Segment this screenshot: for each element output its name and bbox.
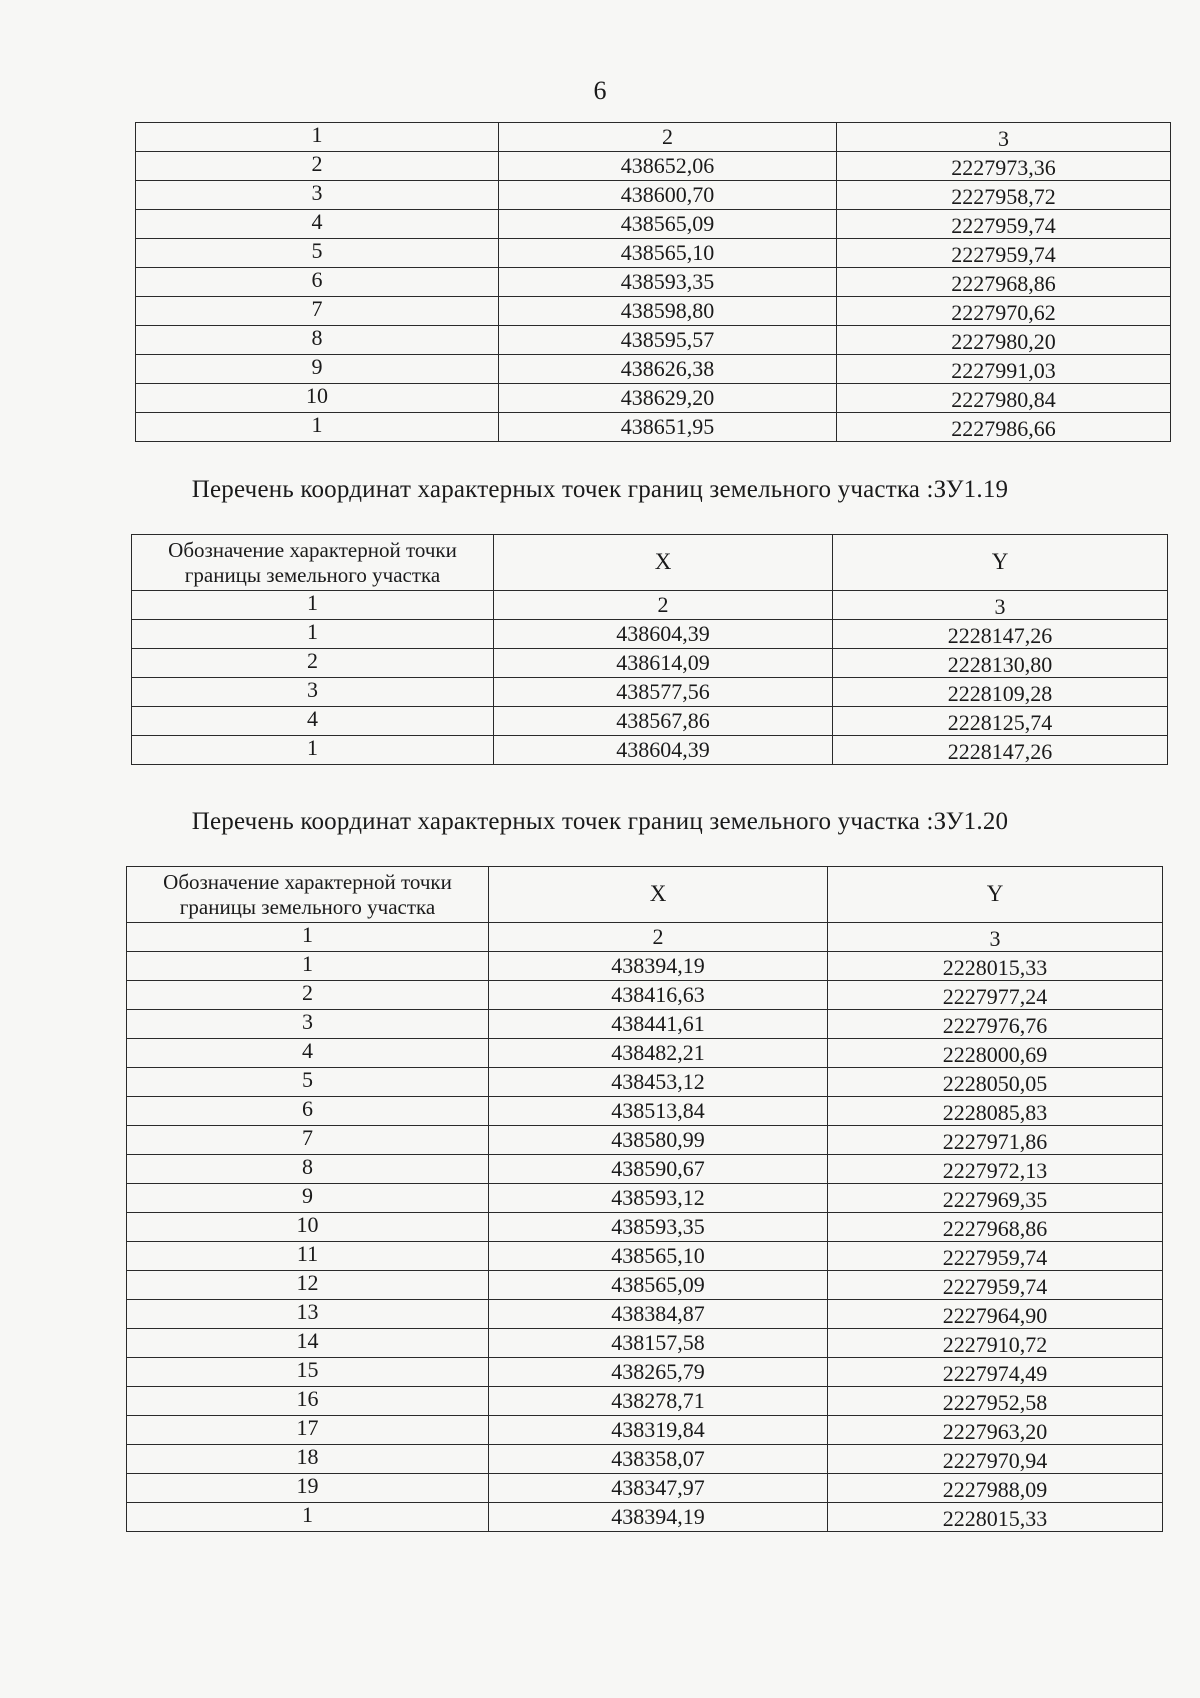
x-cell: 438577,56 — [494, 678, 833, 707]
point-cell: 1 — [127, 923, 489, 952]
point-cell: 3 — [136, 181, 499, 210]
point-cell: 3 — [127, 1010, 489, 1039]
point-cell: 7 — [136, 297, 499, 326]
point-cell: 1 — [136, 123, 499, 152]
table-row — [127, 1097, 1163, 1126]
y-cell: 2228000,69 — [828, 1039, 1163, 1068]
y-cell: 2227991,03 — [837, 355, 1171, 384]
y-cell: 2227980,84 — [837, 384, 1171, 413]
y-cell: 2227971,86 — [828, 1126, 1163, 1155]
y-cell: 2227959,74 — [837, 210, 1171, 239]
x-cell: 438593,12 — [489, 1184, 828, 1213]
col-header-x: X — [494, 535, 833, 591]
x-cell: 438626,38 — [499, 355, 837, 384]
point-cell: 3 — [132, 678, 494, 707]
table-row — [136, 210, 1171, 239]
x-cell: 438565,10 — [489, 1242, 828, 1271]
point-cell: 18 — [127, 1445, 489, 1474]
point-cell: 5 — [127, 1068, 489, 1097]
point-cell: 9 — [127, 1184, 489, 1213]
table-row — [127, 1039, 1163, 1068]
x-cell: 438614,09 — [494, 649, 833, 678]
point-cell: 2 — [127, 981, 489, 1010]
table-row — [127, 1068, 1163, 1097]
table-row — [136, 413, 1171, 442]
y-cell: 2227974,49 — [828, 1358, 1163, 1387]
table-row — [127, 1387, 1163, 1416]
y-cell: 2227988,09 — [828, 1474, 1163, 1503]
table-row — [136, 181, 1171, 210]
x-cell: 438604,39 — [494, 736, 833, 765]
point-cell: 4 — [136, 210, 499, 239]
table-row — [127, 1358, 1163, 1387]
point-cell: 10 — [136, 384, 499, 413]
table-row — [127, 1300, 1163, 1329]
x-cell: 438593,35 — [499, 268, 837, 297]
y-cell: 2227986,66 — [837, 413, 1171, 442]
x-cell: 438652,06 — [499, 152, 837, 181]
x-cell: 438416,63 — [489, 981, 828, 1010]
column-number-row — [136, 123, 1171, 152]
table-row — [136, 326, 1171, 355]
y-cell: 2228130,80 — [833, 649, 1168, 678]
y-cell: 2227972,13 — [828, 1155, 1163, 1184]
x-cell: 438600,70 — [499, 181, 837, 210]
table-row — [127, 981, 1163, 1010]
x-cell: 438384,87 — [489, 1300, 828, 1329]
table-row — [127, 1474, 1163, 1503]
table-row — [132, 736, 1168, 765]
table-row — [136, 384, 1171, 413]
point-cell: 13 — [127, 1300, 489, 1329]
table-row — [127, 1503, 1163, 1532]
table-row — [127, 1271, 1163, 1300]
y-cell: 2228015,33 — [828, 952, 1163, 981]
x-cell: 438358,07 — [489, 1445, 828, 1474]
y-cell: 2228147,26 — [833, 736, 1168, 765]
point-cell: 15 — [127, 1358, 489, 1387]
table-header-row — [132, 535, 1168, 591]
table-row — [136, 239, 1171, 268]
point-cell: 17 — [127, 1416, 489, 1445]
y-cell: 2227968,86 — [828, 1213, 1163, 1242]
y-cell: 2227959,74 — [828, 1242, 1163, 1271]
table-row — [127, 1184, 1163, 1213]
table-row — [127, 1242, 1163, 1271]
table-row — [127, 1155, 1163, 1184]
table-row — [127, 1416, 1163, 1445]
point-cell: 10 — [127, 1213, 489, 1242]
col-header-y: Y — [833, 535, 1168, 591]
x-cell: 438347,97 — [489, 1474, 828, 1503]
point-cell: 16 — [127, 1387, 489, 1416]
section-heading-zu1-19: Перечень координат характерных точек границ земельного участка :ЗУ1.19 — [191, 476, 1009, 503]
table-row — [127, 1213, 1163, 1242]
col-header-point: Обозначение характерной точки границы земельного участка — [132, 535, 494, 591]
coordinates-table-zu1-20 — [126, 866, 1163, 1532]
x-cell: 438604,39 — [494, 620, 833, 649]
coordinates-table-zu1-19 — [131, 534, 1168, 765]
page-number: 6 — [593, 76, 607, 105]
x-cell: 438580,99 — [489, 1126, 828, 1155]
x-cell: 2 — [494, 591, 833, 620]
coordinates-table-continued — [135, 122, 1171, 442]
y-cell: 2227973,36 — [837, 152, 1171, 181]
table-row — [132, 707, 1168, 736]
x-cell: 438319,84 — [489, 1416, 828, 1445]
y-cell: 2227977,24 — [828, 981, 1163, 1010]
y-cell: 2228147,26 — [833, 620, 1168, 649]
y-cell: 2227959,74 — [828, 1271, 1163, 1300]
point-cell: 1 — [136, 413, 499, 442]
y-cell: 2227980,20 — [837, 326, 1171, 355]
point-cell: 1 — [132, 736, 494, 765]
point-cell: 1 — [132, 620, 494, 649]
y-cell: 2227976,76 — [828, 1010, 1163, 1039]
x-cell: 438598,80 — [499, 297, 837, 326]
col-header-y: Y — [828, 867, 1163, 923]
x-cell: 2 — [489, 923, 828, 952]
y-cell: 2227970,62 — [837, 297, 1171, 326]
y-cell: 2227952,58 — [828, 1387, 1163, 1416]
table-row — [127, 1329, 1163, 1358]
y-cell: 3 — [837, 123, 1171, 152]
x-cell: 438394,19 — [489, 952, 828, 981]
point-cell: 12 — [127, 1271, 489, 1300]
x-cell: 438565,10 — [499, 239, 837, 268]
x-cell: 438593,35 — [489, 1213, 828, 1242]
x-cell: 438565,09 — [499, 210, 837, 239]
point-cell: 8 — [127, 1155, 489, 1184]
point-cell: 4 — [132, 707, 494, 736]
y-cell: 2227959,74 — [837, 239, 1171, 268]
x-cell: 438157,58 — [489, 1329, 828, 1358]
y-cell: 2227910,72 — [828, 1329, 1163, 1358]
y-cell: 3 — [828, 923, 1163, 952]
x-cell: 438453,12 — [489, 1068, 828, 1097]
point-cell: 2 — [136, 152, 499, 181]
x-cell: 438651,95 — [499, 413, 837, 442]
point-cell: 6 — [136, 268, 499, 297]
point-cell: 6 — [127, 1097, 489, 1126]
table-row — [127, 952, 1163, 981]
x-cell: 438513,84 — [489, 1097, 828, 1126]
table-row — [136, 268, 1171, 297]
y-cell: 2228050,05 — [828, 1068, 1163, 1097]
point-cell: 14 — [127, 1329, 489, 1358]
x-cell: 438265,79 — [489, 1358, 828, 1387]
y-cell: 2228125,74 — [833, 707, 1168, 736]
column-number-row — [127, 923, 1163, 952]
table-row — [127, 1010, 1163, 1039]
point-cell: 5 — [136, 239, 499, 268]
table-row — [132, 649, 1168, 678]
point-cell: 19 — [127, 1474, 489, 1503]
table-header-row — [127, 867, 1163, 923]
point-cell: 1 — [127, 952, 489, 981]
section-heading-zu1-20: Перечень координат характерных точек границ земельного участка :ЗУ1.20 — [191, 808, 1009, 835]
table-row — [136, 152, 1171, 181]
table-row — [127, 1445, 1163, 1474]
x-cell: 438394,19 — [489, 1503, 828, 1532]
y-cell: 2227963,20 — [828, 1416, 1163, 1445]
x-cell: 438278,71 — [489, 1387, 828, 1416]
point-cell: 1 — [127, 1503, 489, 1532]
point-cell: 8 — [136, 326, 499, 355]
y-cell: 2227958,72 — [837, 181, 1171, 210]
y-cell: 2227969,35 — [828, 1184, 1163, 1213]
point-cell: 7 — [127, 1126, 489, 1155]
y-cell: 2227968,86 — [837, 268, 1171, 297]
y-cell: 2228085,83 — [828, 1097, 1163, 1126]
x-cell: 438590,67 — [489, 1155, 828, 1184]
x-cell: 438567,86 — [494, 707, 833, 736]
y-cell: 2227970,94 — [828, 1445, 1163, 1474]
y-cell: 2228015,33 — [828, 1503, 1163, 1532]
point-cell: 2 — [132, 649, 494, 678]
point-cell: 11 — [127, 1242, 489, 1271]
table-row — [132, 620, 1168, 649]
x-cell: 438565,09 — [489, 1271, 828, 1300]
y-cell: 2228109,28 — [833, 678, 1168, 707]
x-cell: 438629,20 — [499, 384, 837, 413]
column-number-row — [132, 591, 1168, 620]
col-header-point: Обозначение характерной точки границы земельного участка — [127, 867, 489, 923]
x-cell: 438441,61 — [489, 1010, 828, 1039]
x-cell: 2 — [499, 123, 837, 152]
table-row — [132, 678, 1168, 707]
point-cell: 9 — [136, 355, 499, 384]
table-row — [127, 1126, 1163, 1155]
table-row — [136, 355, 1171, 384]
table-row — [136, 297, 1171, 326]
x-cell: 438482,21 — [489, 1039, 828, 1068]
y-cell: 3 — [833, 591, 1168, 620]
point-cell: 1 — [132, 591, 494, 620]
x-cell: 438595,57 — [499, 326, 837, 355]
point-cell: 4 — [127, 1039, 489, 1068]
y-cell: 2227964,90 — [828, 1300, 1163, 1329]
col-header-x: X — [489, 867, 828, 923]
